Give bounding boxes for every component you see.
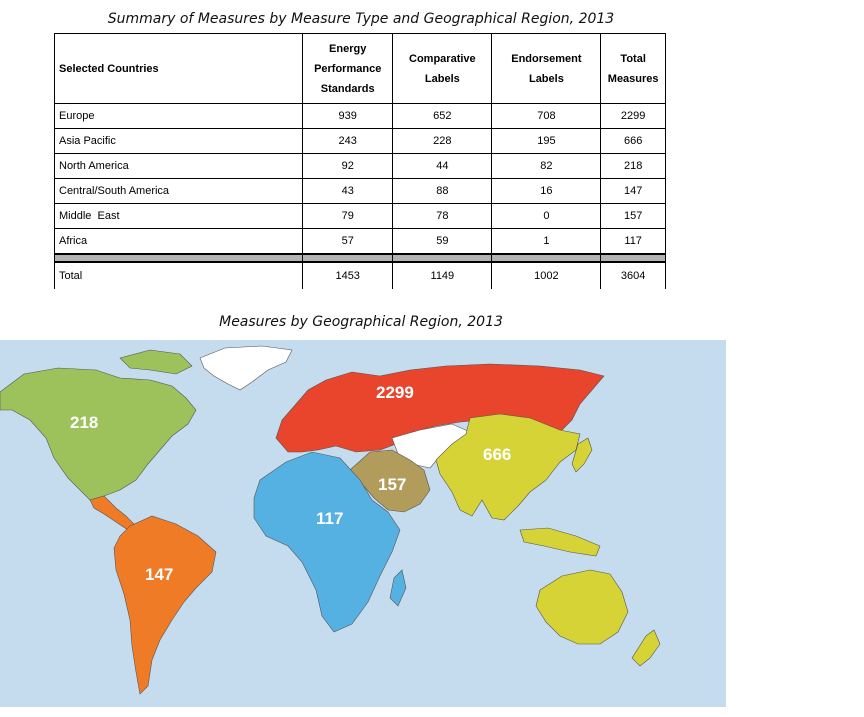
- cell-endorsement: 1: [492, 229, 601, 255]
- table-row: [55, 129, 666, 154]
- cell-eps: 43: [303, 179, 393, 204]
- header-selected-countries: Selected Countries: [55, 34, 303, 104]
- header-comparative-labels: [393, 34, 492, 104]
- separator-cell: [393, 254, 492, 262]
- cell-region: Middle East: [55, 204, 303, 229]
- label-north-america: 218: [70, 413, 99, 432]
- header-total-measures: [601, 34, 666, 104]
- table-row: [55, 104, 666, 129]
- cell-comparative: 88: [393, 179, 492, 204]
- header-endorsement-line-1: Endorsement: [511, 52, 582, 65]
- cell-region: North America: [55, 154, 303, 179]
- cell-eps: 79: [303, 204, 393, 229]
- header-endorsement-labels: [492, 34, 601, 104]
- header-total-line-1: Total: [620, 52, 646, 65]
- cell-total: 218: [601, 154, 666, 179]
- cell-total: 157: [601, 204, 666, 229]
- table-row: [55, 229, 666, 255]
- table-header-row: [55, 34, 666, 104]
- cell-endorsement: 708: [492, 104, 601, 129]
- cell-comparative: 59: [393, 229, 492, 255]
- world-map: [0, 340, 726, 707]
- label-europe: 2299: [376, 383, 414, 402]
- cell-total-eps: 1453: [303, 262, 393, 289]
- cell-eps: 57: [303, 229, 393, 255]
- cell-endorsement: 82: [492, 154, 601, 179]
- header-endorsement-line-2: Labels: [528, 72, 564, 85]
- header-comparative-line-2: Labels: [424, 72, 460, 85]
- cell-total: 117: [601, 229, 666, 255]
- cell-eps: 939: [303, 104, 393, 129]
- header-eps-line-1: Energy: [329, 42, 367, 55]
- cell-region: Africa: [55, 229, 303, 255]
- label-middle-east: 157: [378, 475, 407, 494]
- cell-eps: 92: [303, 154, 393, 179]
- table-separator: [55, 254, 666, 262]
- cell-total-measures: 3604: [601, 262, 666, 289]
- cell-region: Europe: [55, 104, 303, 129]
- world-map-svg: [0, 340, 726, 707]
- separator-cell: [303, 254, 393, 262]
- cell-endorsement: 16: [492, 179, 601, 204]
- header-eps-line-2: Performance: [314, 62, 382, 75]
- header-total-line-2: Measures: [607, 72, 659, 85]
- cell-region: Central/South America: [55, 179, 303, 204]
- label-africa: 117: [316, 509, 344, 528]
- cell-total: 147: [601, 179, 666, 204]
- cell-comparative: 652: [393, 104, 492, 129]
- table-row: [55, 154, 666, 179]
- table-row: [55, 179, 666, 204]
- cell-endorsement: 195: [492, 129, 601, 154]
- cell-comparative: 44: [393, 154, 492, 179]
- cell-comparative: 78: [393, 204, 492, 229]
- table-title: Summary of Measures by Measure Type and Geographical Region, 2013: [107, 11, 615, 27]
- summary-table: [54, 33, 666, 289]
- header-energy-performance-standards: [303, 34, 393, 104]
- cell-total-comparative: 1149: [393, 262, 492, 289]
- map-title: Measures by Geographical Region, 2013: [219, 314, 503, 330]
- label-asia-pacific: 666: [483, 445, 512, 464]
- header-comparative-line-1: Comparative: [409, 52, 476, 65]
- cell-comparative: 228: [393, 129, 492, 154]
- cell-total: 2299: [601, 104, 666, 129]
- table-row: [55, 204, 666, 229]
- cell-region: Asia Pacific: [55, 129, 303, 154]
- separator-cell: [55, 254, 303, 262]
- label-south-america: 147: [145, 565, 174, 584]
- cell-total-label: Total: [55, 262, 303, 289]
- separator-cell: [601, 254, 666, 262]
- cell-total-endorsement: 1002: [492, 262, 601, 289]
- cell-total: 666: [601, 129, 666, 154]
- header-eps-line-3: Standards: [320, 82, 375, 95]
- cell-endorsement: 0: [492, 204, 601, 229]
- table-total-row: [55, 262, 666, 289]
- cell-eps: 243: [303, 129, 393, 154]
- separator-cell: [492, 254, 601, 262]
